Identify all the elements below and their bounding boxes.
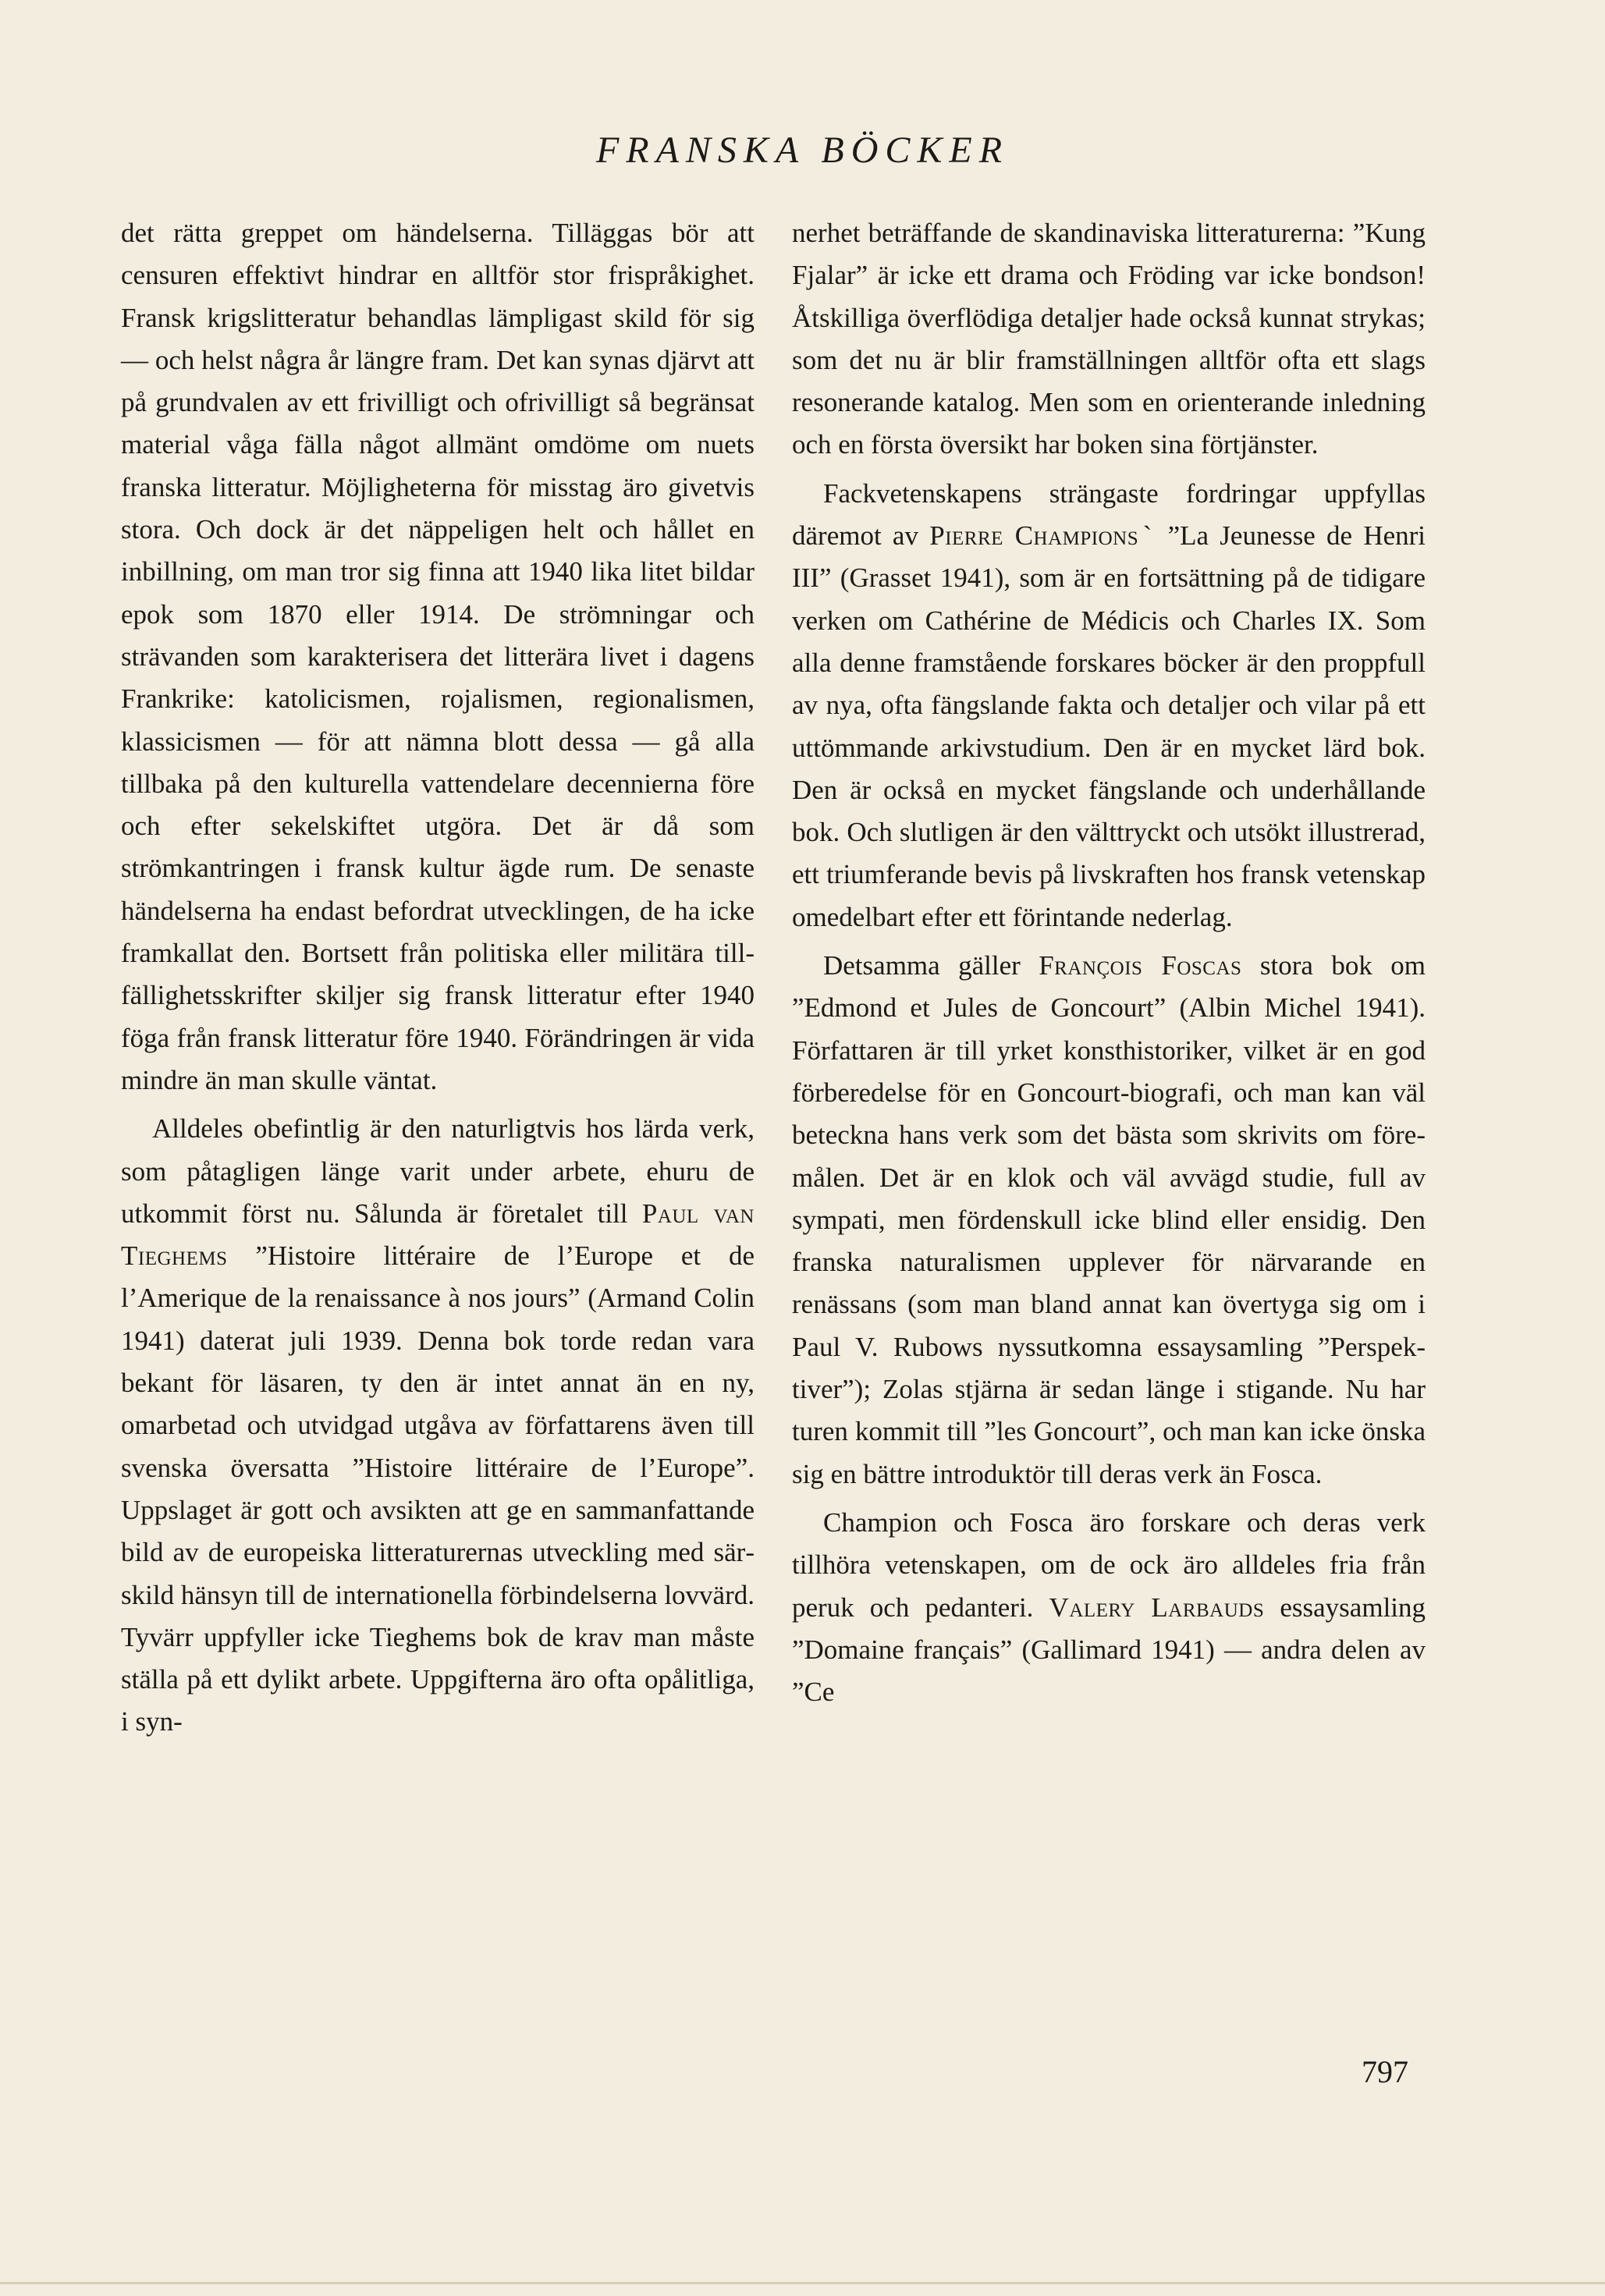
right-paragraph-3 (792, 945, 1426, 1496)
author-name-van-tieghem: Paul van Tieghems (121, 1198, 755, 1272)
right-paragraph-3-text-a: Detsamma gäller (823, 950, 1021, 981)
author-name-larbaud: Valery Larbauds (1049, 1592, 1265, 1623)
left-column (121, 212, 755, 1744)
right-paragraph-4 (792, 1502, 1426, 1713)
running-title: FRANSKA BÖCKER (595, 130, 1010, 171)
right-paragraph-2 (792, 473, 1426, 939)
left-paragraph-2 (121, 1108, 755, 1743)
right-paragraph-2-text-b: ”La Jeunesse de Henri III” (Grasset 1941), som är en fortsättning på de tidigare verken om Cathérine de Médicis och Charles IX. Som alla denne framstående forskares böcker är den proppfull av nya, ofta fängslande fakta och detaljer och vilar på ett uttömmande arkivstudium. Den är en mycket lärd bok. Den är också en mycket fängslande och underhållande bok. Och slutligen är den välttryckt och utsökt illustrerad, ett triumferande bevis på livskraften hos fransk vetenskap omedelbart efter ett förintande nederlag. (792, 520, 1426, 932)
left-paragraph-1: det rätta greppet om händelserna. Tilläggas bör att censuren effektivt hindrar en alltför stor frispråkighet. Fransk krigslitteratur behandlas lämpligast skild för sig — och helst några år längre fram. Det kan synas djärvt att på grundvalen av ett frivilligt och ofrivilligt så begränsat material våga fälla något allmänt omdöme om nuets franska litteratur. Möjligheterna för misstag äro givetvis stora. Och dock är det näppeligen helt och hållet en inbillning, om man tror sig finna att 1940 lika litet bildar epok som 1870 eller 1914. De strömningar och strävanden som karakterisera det litterära livet i dagens Frankrike: katolicismen, rojalismen, regionalismen, klassicismen — för att nämna blott dessa — gå alla tillbaka på den kulturella vattendelare decennierna före och efter sekelskiftet utgöra. Det är då som strömkantringen i fransk kultur ägde rum. De senaste händelserna ha endast befordrat utvecklingen, de ha icke framkallat den. Bortsett från politiska eller militära tillfällighetsskrifter skiljer sig fransk litteratur efter 1940 föga från fransk litteratur före 1940. Förändringen är vida mindre än man skulle väntat. (121, 218, 755, 1095)
right-column (792, 212, 1426, 1713)
page-number: 797 (1362, 2054, 1408, 2089)
page-bottom-edge (0, 2282, 1605, 2284)
right-paragraph-2-text-a: Fackvetenskapens strängaste fordringar uppfyllas däremot av (792, 477, 1426, 552)
author-name-fosca: François Foscas (1039, 950, 1242, 981)
right-paragraph-4-text-a: Champion och Fosca äro forskare och deras verk tillhöra vetenskapen, om de ock äro alldeles fria från peruk och pedanteri. (792, 1506, 1426, 1623)
right-paragraph-1: nerhet beträffande de skandinaviska litteraturerna: ”Kung Fjalar” är icke ett drama och Fröding var icke bondson! Åtskilliga överflödiga detaljer hade också kunnat strykas; som det nu är blir framställningen alltför ofta ett slags resonerande katalog. Men som en orienterande inledning och en första översikt har boken sina förtjänster. (792, 218, 1426, 460)
author-name-champion: Pierre Championsˋ (929, 520, 1157, 552)
left-paragraph-2-text-a: Alldeles obefintlig är den naturligtvis hos lärda verk, som påtagligen länge varit under arbete, ehuru de utkommit först nu. Sålunda är företalet till (121, 1113, 755, 1229)
right-paragraph-4-text-b: essaysamling ”Domaine français” (Gallimard 1941) — andra delen av ”Ce (792, 1592, 1426, 1708)
left-paragraph-2-text-b: ”Histoire littéraire de l’Europe et de l’Amerique de la renaissance à nos jours” (Armand Colin 1941) daterat juli 1939. Denna bok torde redan vara bekant för läsaren, ty den är intet annat än en ny, omarbetad och utvidgad utgåva av författarens även till svenska översatta ”Histoire littéraire de l’Europe”. Uppslaget är gott och avsikten att ge en sammanfattande bild av de europeiska litteraturernas utveckling med särskild hänsyn till de internationella förbindelserna lovvärd. Tyvärr uppfyller icke Tieghems bok de krav man måste ställa på ett dylikt arbete. Uppgifterna äro ofta opålitliga, i syn- (121, 1240, 755, 1737)
right-paragraph-3-text-b: stora bok om ”Edmond et Jules de Goncourt” (Albin Michel 1941). Författaren är till yrket konsthistoriker, vilket är en god förberedelse för en Goncourt-biografi, och man kan väl beteckna hans verk som det bästa som skrivits om föremålen. Det är en klok och väl avvägd studie, full av sympati, men fördenskull icke blind eller ensidig. Den franska naturalismen upplever för närvarande en renässans (som man bland annat kan övertyga sig om i Paul V. Rubows nyssutkomna essaysamling ”Perspektiver”); Zolas stjärna är sedan länge i stigande. Nu har turen kommit till ”les Goncourt”, och man kan icke önska sig en bättre introduktör till deras verk än Fosca. (792, 950, 1426, 1489)
